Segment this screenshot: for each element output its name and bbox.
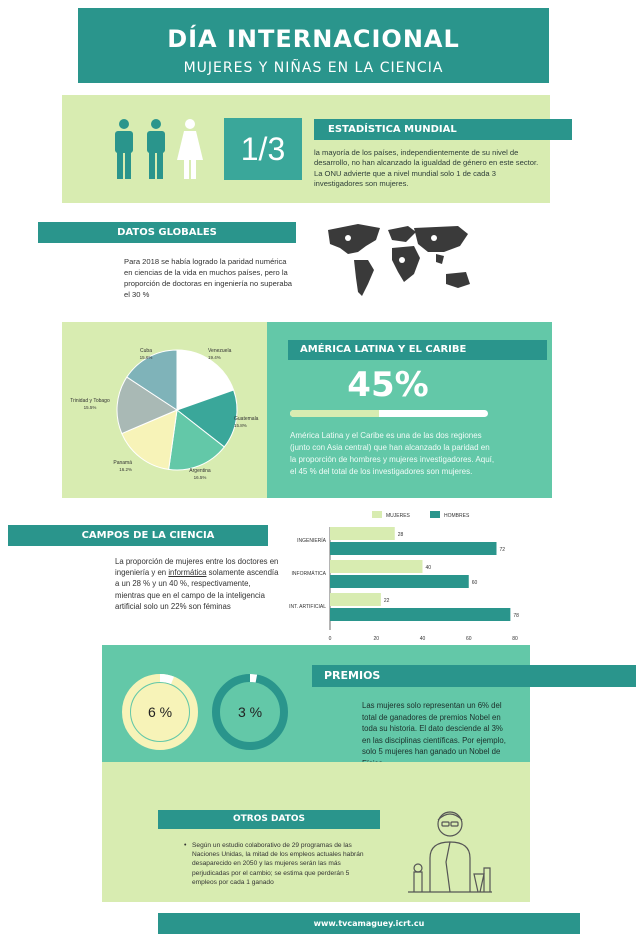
bar-hombres: [330, 575, 469, 588]
campos-text-before: La proporción de mujeres entre los doctores en ingeniería y en: [115, 557, 279, 578]
pie-label: Venezuela: [208, 348, 232, 354]
bar-value-label: 40: [425, 565, 432, 571]
pie-label: Panamá: [113, 460, 132, 466]
donut-label: 3 %: [237, 704, 263, 720]
page-title: DÍA INTERNACIONAL: [167, 25, 460, 53]
people-icons: [110, 118, 210, 183]
campos-title: CAMPOS DE LA CIENCIA: [8, 525, 268, 546]
bar-hombres: [330, 608, 510, 621]
datos-globales-title: DATOS GLOBALES: [38, 222, 296, 243]
bar-value-label: 78: [513, 613, 519, 619]
america-latina-percent: 45%: [347, 365, 429, 405]
bar-hombres: [330, 542, 497, 555]
pie-value-label: 16.5%: [193, 475, 207, 480]
pie-value-label: 15.8%: [234, 423, 247, 428]
premios-title: PREMIOS: [312, 665, 636, 687]
legend-swatch: [430, 511, 440, 518]
pie-label: Trinidad y Tobago: [70, 398, 110, 404]
man-icon: [115, 119, 133, 179]
donut-value-arc: [250, 678, 256, 679]
category-label: INGENIERÍA: [297, 538, 326, 544]
datos-globales-text: Para 2018 se había logrado la paridad numérica en ciencias de la vida en muchos países, pero la proporción de doctoras en ingeniería no superaba el 30 %: [124, 257, 293, 299]
x-tick-label: 80: [512, 636, 518, 640]
footer-url: www.tvcamaguey.icrt.cu: [158, 913, 580, 934]
bar-value-label: 28: [397, 532, 404, 538]
world-map-icon: [318, 222, 478, 304]
campos-text: [115, 556, 280, 612]
legend-label: HOMBRES: [444, 513, 470, 519]
pie-label: Argentina: [189, 468, 211, 474]
bar-value-label: 72: [499, 547, 506, 553]
x-tick-label: 60: [465, 636, 472, 640]
bullet: •: [184, 842, 187, 849]
campos-text-link: informática: [168, 568, 207, 578]
pie-label: Cuba: [140, 348, 152, 354]
estadistica-title: ESTADÍSTICA MUNDIAL: [314, 119, 572, 140]
premios-text: Las mujeres solo representan un 6% del total de ganadores de premios Nobel en toda su historia. El dato desciende al 3% en las disciplinas científicas. Por ejemplo, solo 5 mujeres han ganado un Nobel de: [362, 701, 506, 757]
donut-value-arc: [160, 678, 173, 680]
woman-icon: [177, 119, 203, 179]
pie-chart: [62, 322, 267, 498]
page-subtitle: MUJERES Y NIÑAS EN LA CIENCIA: [183, 60, 444, 76]
x-tick-label: 40: [419, 636, 426, 640]
x-tick-label: 0: [328, 636, 332, 640]
donut-label: 6 %: [147, 704, 173, 720]
fraction-box: 1/3: [224, 118, 302, 180]
bar-chart: [280, 505, 530, 640]
pie-value-label: 15.5%: [83, 405, 97, 410]
x-tick-label: 20: [373, 636, 380, 640]
man-icon: [147, 119, 165, 179]
otros-datos-title: OTROS DATOS: [158, 810, 380, 829]
pie-value-label: 15.6%: [139, 355, 153, 360]
campos-text-after: solamente ascendía a un 28 % y un 40 %, respectivamente, mientras que en el campo de la inteligencia artificial solo un 22% son féminas: [115, 568, 279, 611]
scientist-icon: [400, 802, 500, 896]
progress-fill: [290, 410, 379, 417]
otros-datos-text: Según un estudio colaborativo de 29 programas de las Naciones Unidas, la mitad de los empleos actuales habrán desaparecido en 2050 y las mujeres serán las más perjudicadas por el cambio; se estima que perderán 5 empleos por cada 1 ganado: [192, 842, 364, 886]
header-banner: [78, 8, 549, 83]
legend-label: MUJERES: [386, 513, 410, 519]
category-label: INFORMÁTICA: [291, 571, 326, 577]
estadistica-text: la mayoría de los países, independientemente de su nivel de desarrollo, no han alcanzado la igualdad de género en este sector. La ONU advierte que a nivel mundial solo 1 de cada 3 investigadores son mujeres.: [314, 148, 539, 189]
america-latina-text: América Latina y el Caribe es una de las dos regiones (junto con Asia central) que han alcanzado la paridad en la proporción de hombres y mujeres investigadores. Aquí, el 45 % del total de los investigadores son mujeres.: [290, 431, 495, 476]
bar-mujeres: [330, 527, 395, 540]
pie-label: Guatemala: [234, 416, 259, 422]
bar-value-label: 60: [471, 580, 478, 586]
bar-mujeres: [330, 560, 423, 573]
pie-value-label: 19.4%: [208, 355, 221, 360]
bar-mujeres: [330, 593, 381, 606]
donut-charts: [118, 670, 298, 752]
category-label: INT. ARTIFICIAL: [289, 604, 326, 610]
bar-value-label: 22: [383, 598, 390, 604]
pie-value-label: 16.2%: [119, 467, 132, 472]
america-latina-title: AMÉRICA LATINA Y EL CARIBE: [288, 340, 547, 360]
legend-swatch: [372, 511, 382, 518]
